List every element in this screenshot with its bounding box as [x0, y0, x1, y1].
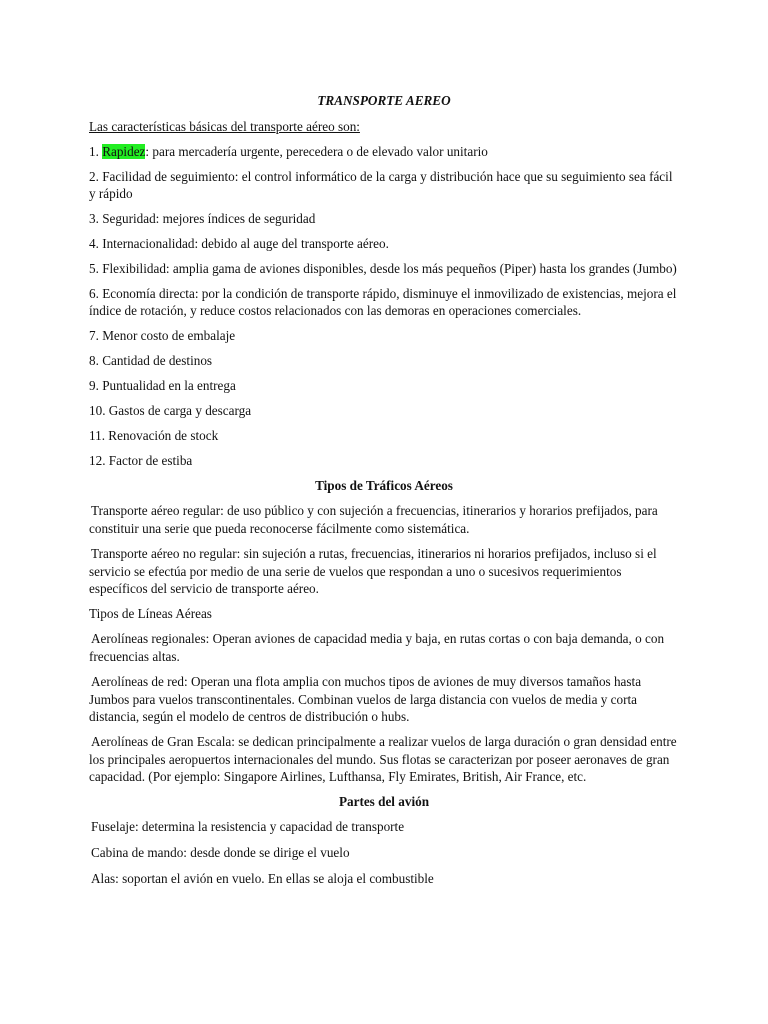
list-item-11: 11. Renovación de stock [89, 428, 219, 443]
list-item-7: 7. Menor costo de embalaje [89, 328, 236, 343]
bullet-item [89, 673, 679, 725]
document-title: TRANSPORTE AEREO [317, 93, 451, 108]
item-number: 1. [89, 144, 103, 159]
intro-line: Las características básicas del transporte aéreo son: [89, 119, 360, 134]
list-item-5: 5. Flexibilidad: amplia gama de aviones disponibles, desde los más pequeños (Piper) hasta los grandes (Jumbo) [89, 261, 677, 276]
list-item-10: 10. Gastos de carga y descarga [89, 403, 252, 418]
document-content [89, 92, 679, 896]
list-item-8: 8. Cantidad de destinos [89, 353, 213, 368]
list-item-9: 9. Puntualidad en la entrega [89, 378, 236, 393]
list-item-6: 6. Economía directa: por la condición de transporte rápido, disminuye el inmovilizado de existencias, mejora el índice de rotación, y reduce costos relacionados con las demoras en operaciones comerciales. [89, 286, 677, 318]
bullet-text: Alas: soportan el avión en vuelo. En ellas se aloja el combustible [91, 871, 434, 886]
section-heading-lineas: Tipos de Líneas Aéreas [89, 606, 212, 621]
highlighted-word: Rapidez [102, 144, 146, 159]
bullet-item [89, 630, 679, 665]
bullet-text: Fuselaje: determina la resistencia y capacidad de transporte [91, 819, 405, 834]
bullet-item [89, 818, 679, 836]
bullet-item [89, 733, 679, 785]
bullet-text: Aerolíneas de red: Operan una flota amplia con muchos tipos de aviones de muy diversos tamaños hasta Jumbos para vuelos transcontinentales. Combinan vuelos de larga distancia con vuelos de media y corta distancia, según el modelo de centros de distribución o hubs. [89, 674, 642, 724]
section-heading-partes: Partes del avión [338, 794, 430, 809]
section-heading-traficos: Tipos de Tráficos Aéreos [315, 478, 453, 493]
item-text: : para mercadería urgente, perecedera o de elevado valor unitario [145, 144, 488, 159]
bullet-item [89, 502, 679, 537]
list-item-4: 4. Internacionalidad: debido al auge del transporte aéreo. [89, 236, 389, 251]
bullet-item [89, 844, 679, 862]
bullet-text: Aerolíneas de Gran Escala: se dedican principalmente a realizar vuelos de larga duración o gran densidad entre los principales aeropuertos internacionales del mundo. Sus flotas se caracterizan por poseer aeronaves de gran capacidad. (Por ejemplo: Singapore Airlines, Lufthansa, Fly Emirates, British, Air France, etc. [89, 734, 677, 784]
bullet-text: Aerolíneas regionales: Operan aviones de capacidad media y baja, en rutas cortas o con baja demanda, o con frecuencias altas. [89, 631, 665, 664]
bullet-item [89, 870, 679, 888]
bullet-text: Transporte aéreo regular: de uso público y con sujeción a frecuencias, itinerarios y horarios prefijados, para constituir una serie que pueda reconocerse fácilmente como sistemática. [89, 503, 658, 536]
bullet-text: Cabina de mando: desde donde se dirige el vuelo [91, 845, 350, 860]
list-item-2: 2. Facilidad de seguimiento: el control informático de la carga y distribución hace que su seguimiento sea fácil y rápido [89, 169, 673, 201]
bullet-item [89, 545, 679, 597]
bullet-text: Transporte aéreo no regular: sin sujeción a rutas, frecuencias, itinerarios ni horarios prefijados, incluso si el servicio se efectúa por medio de una serie de vuelos que respondan a uno o sucesivos requerimientos específicos del servicio de transporte aéreo. [89, 546, 657, 596]
list-item-3: 3. Seguridad: mejores índices de seguridad [89, 211, 316, 226]
list-item-1 [89, 143, 679, 160]
list-item-12: 12. Factor de estiba [89, 453, 193, 468]
